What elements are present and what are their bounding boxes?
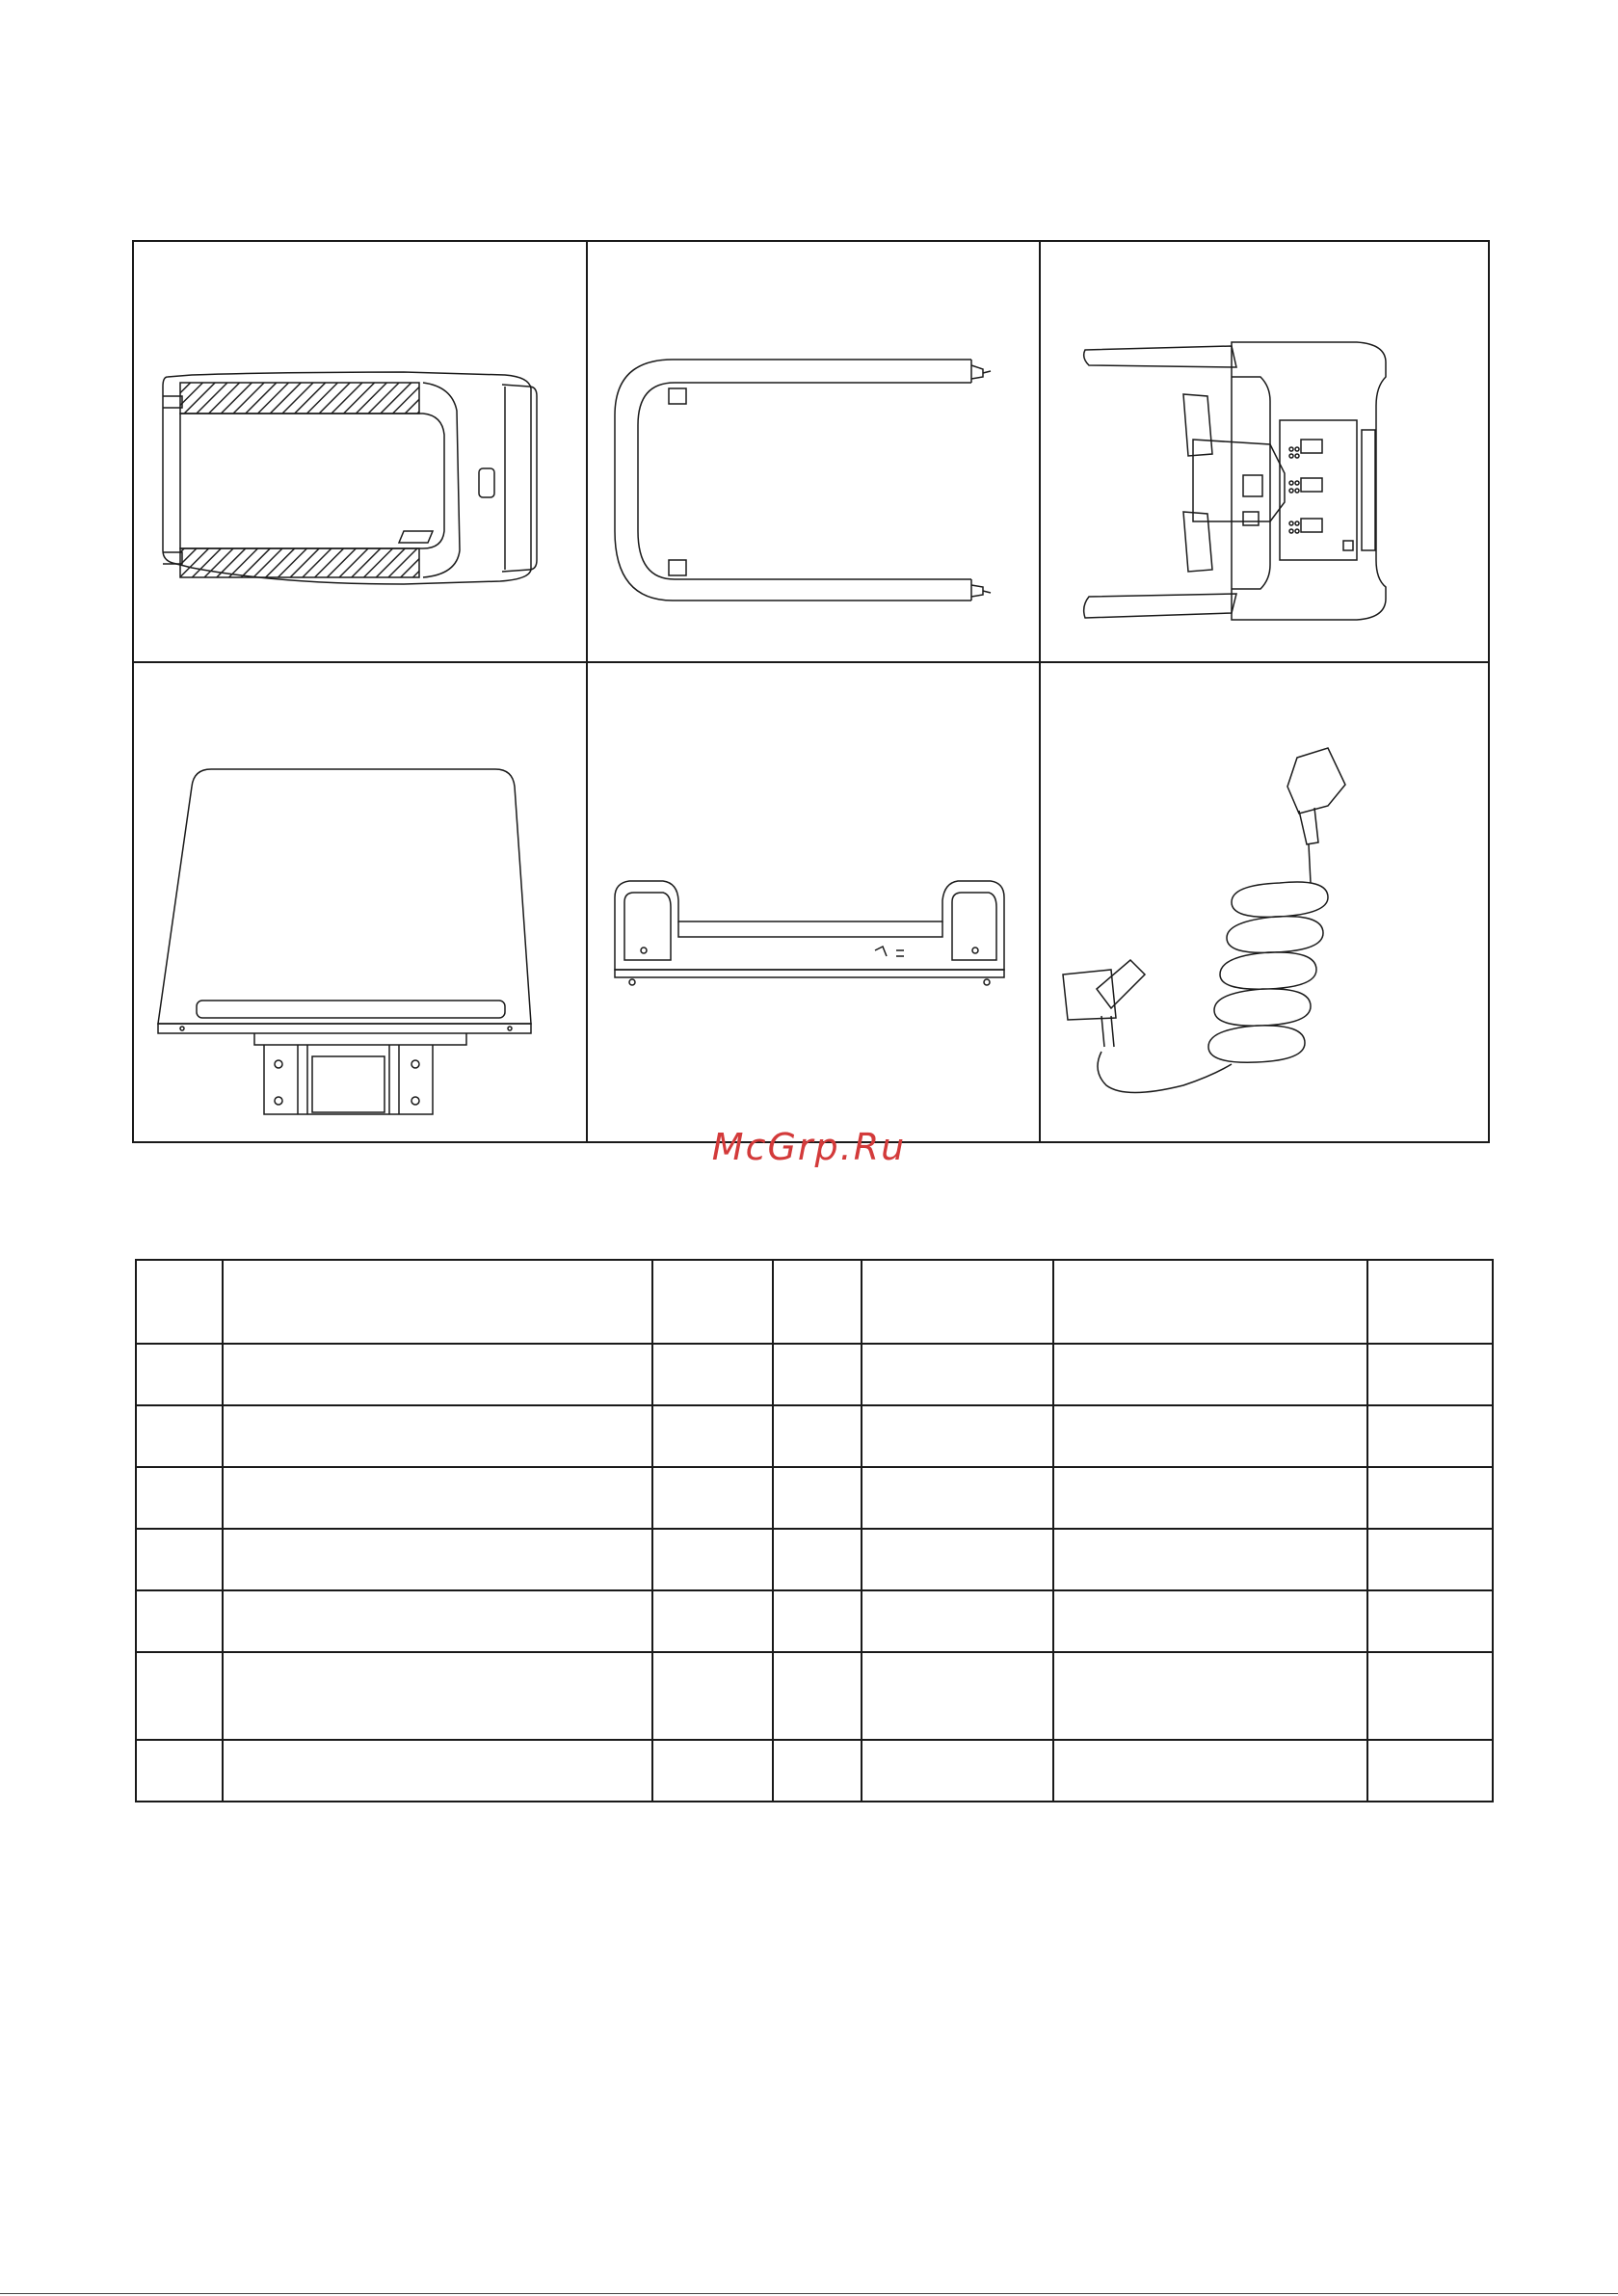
table-cell: [223, 1260, 652, 1344]
table-header-row: [136, 1260, 1493, 1344]
table-cell: [862, 1344, 1053, 1405]
table-cell: [223, 1344, 652, 1405]
table-cell: [136, 1260, 223, 1344]
console-panel-icon: [1039, 242, 1492, 661]
table-cell: [1053, 1467, 1367, 1529]
table-cell: [1053, 1344, 1367, 1405]
table-cell: [1367, 1467, 1493, 1529]
table-cell: [223, 1652, 652, 1740]
table-cell: [223, 1405, 652, 1467]
table-cell: [1367, 1740, 1493, 1802]
table-cell: [773, 1529, 862, 1590]
table-cell: [652, 1590, 773, 1652]
parts-list-table: [135, 1259, 1494, 1802]
table-cell: [652, 1529, 773, 1590]
table-cell: [862, 1740, 1053, 1802]
table-cell: [223, 1529, 652, 1590]
handrail-frame-icon: [586, 242, 1039, 661]
page-footer-rule: [0, 2293, 1618, 2294]
table-row: [136, 1529, 1493, 1590]
table-cell: [773, 1260, 862, 1344]
table-cell: [862, 1590, 1053, 1652]
table-row: [136, 1590, 1493, 1652]
table-cell: [1367, 1652, 1493, 1740]
table-cell: [223, 1590, 652, 1652]
table-cell: [136, 1652, 223, 1740]
table-cell: [652, 1405, 773, 1467]
table-cell: [1367, 1405, 1493, 1467]
table-cell: [773, 1467, 862, 1529]
table-cell: [652, 1260, 773, 1344]
table-cell: [136, 1344, 223, 1405]
table-cell: [652, 1652, 773, 1740]
table-cell: [652, 1467, 773, 1529]
table-cell: [223, 1467, 652, 1529]
table-cell: [1367, 1590, 1493, 1652]
table-cell: [862, 1652, 1053, 1740]
table-row: [136, 1652, 1493, 1740]
table-cell: [773, 1652, 862, 1740]
figure-cell-4: [134, 661, 586, 1143]
table-cell: [862, 1529, 1053, 1590]
figure-cell-1: [134, 242, 586, 661]
table-cell: [223, 1740, 652, 1802]
base-bracket-icon: [586, 661, 1039, 1143]
table-row: [136, 1405, 1493, 1467]
figure-cell-5: [586, 661, 1039, 1143]
treadmill-deck-icon: [134, 242, 586, 661]
table-cell: [1053, 1590, 1367, 1652]
table-cell: [1367, 1529, 1493, 1590]
table-cell: [1053, 1405, 1367, 1467]
table-cell: [1053, 1260, 1367, 1344]
motor-cover-icon: [134, 661, 586, 1143]
table-cell: [652, 1344, 773, 1405]
table-cell: [773, 1344, 862, 1405]
table-cell: [862, 1405, 1053, 1467]
table-row: [136, 1467, 1493, 1529]
power-cord-icon: [1039, 661, 1492, 1143]
figure-cell-2: [586, 242, 1039, 661]
table-cell: [136, 1405, 223, 1467]
table-cell: [652, 1740, 773, 1802]
watermark-text: McGrp.Ru: [711, 1126, 907, 1168]
table-cell: [136, 1467, 223, 1529]
table-cell: [1367, 1344, 1493, 1405]
table-cell: [136, 1529, 223, 1590]
table-cell: [1367, 1260, 1493, 1344]
figure-cell-6: [1039, 661, 1492, 1143]
table-cell: [862, 1467, 1053, 1529]
table-row: [136, 1740, 1493, 1802]
table-cell: [773, 1405, 862, 1467]
table-cell: [773, 1740, 862, 1802]
table-row: [136, 1344, 1493, 1405]
table-cell: [773, 1590, 862, 1652]
table-cell: [136, 1590, 223, 1652]
table-cell: [1053, 1652, 1367, 1740]
table-cell: [136, 1740, 223, 1802]
table-cell: [862, 1260, 1053, 1344]
table-cell: [1053, 1740, 1367, 1802]
table-cell: [1053, 1529, 1367, 1590]
parts-figure-grid: [132, 240, 1490, 1143]
figure-cell-3: [1039, 242, 1492, 661]
